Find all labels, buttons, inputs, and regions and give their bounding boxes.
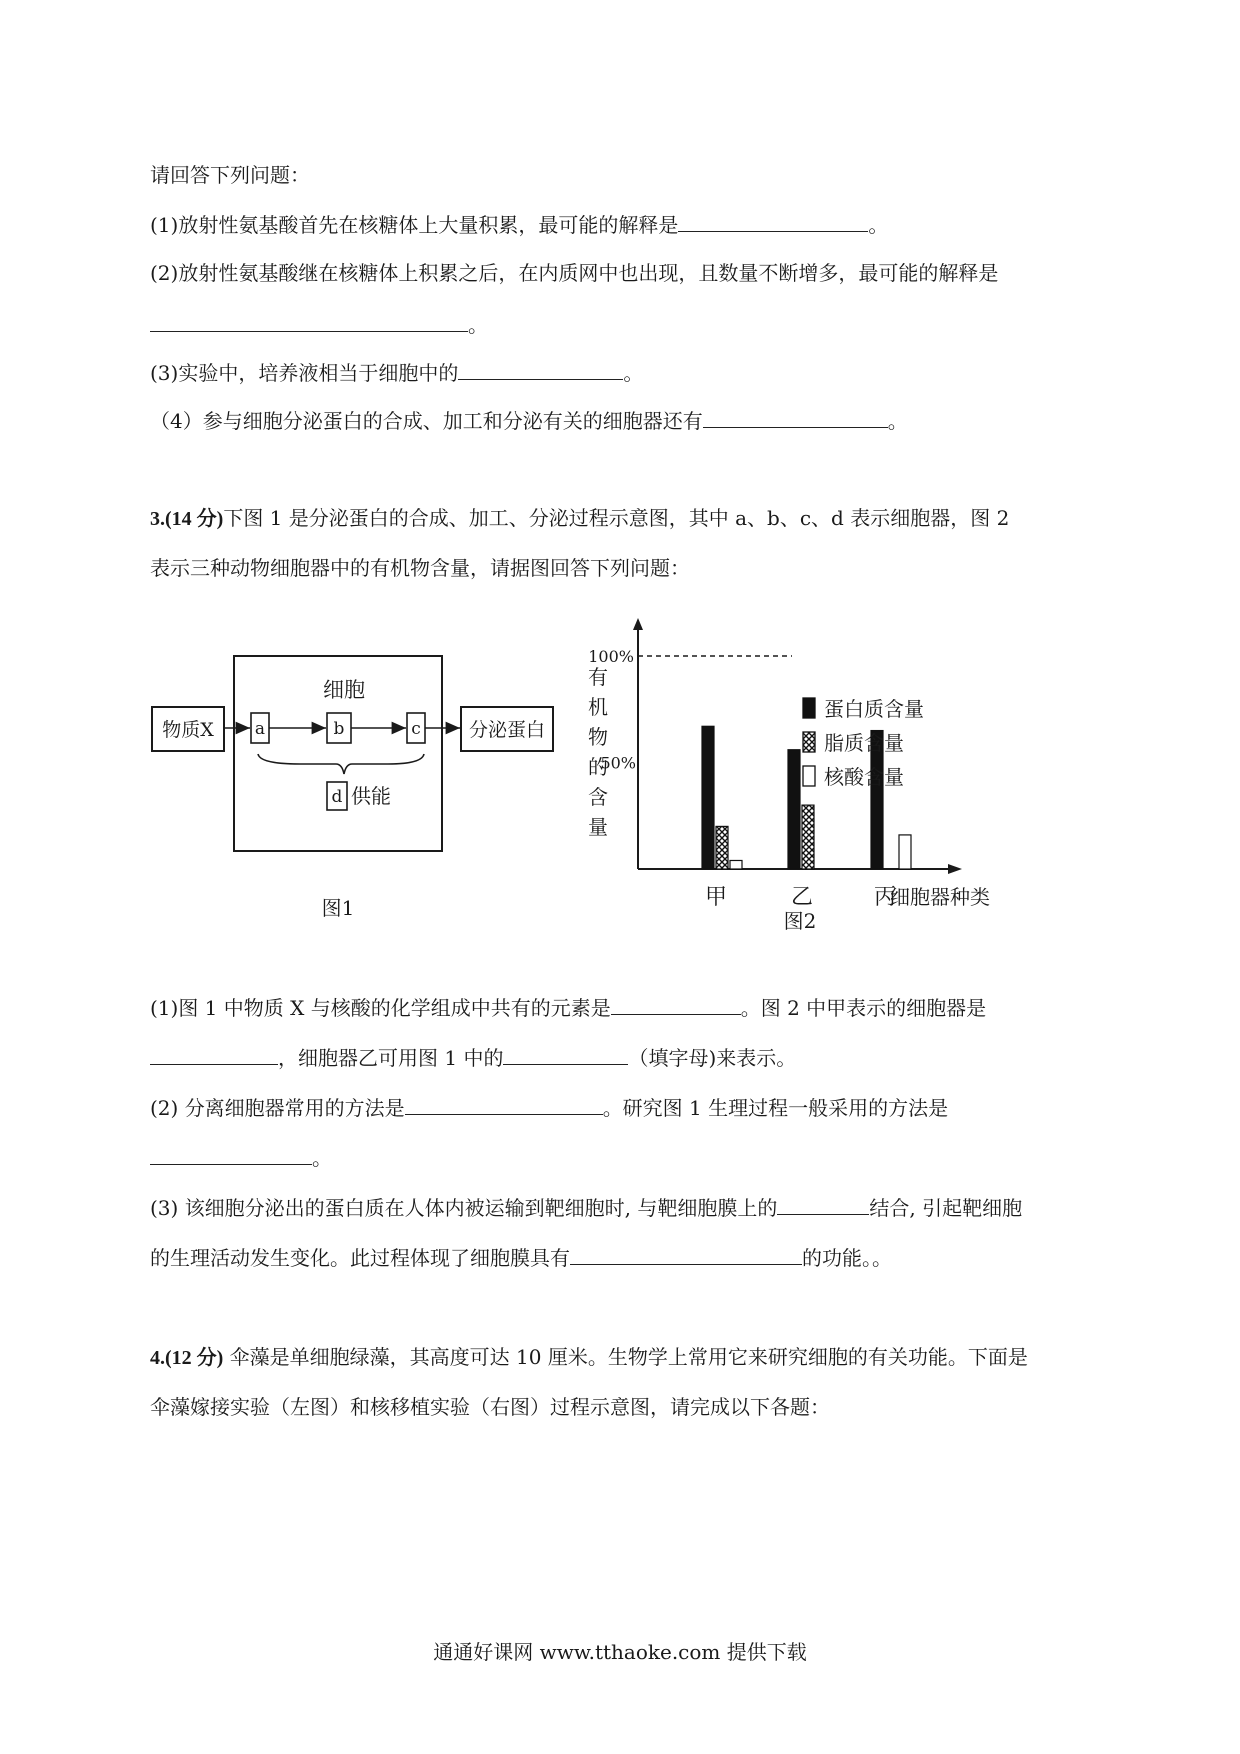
secreted-protein-label: 分泌蛋白 xyxy=(468,719,546,741)
q4-stem-line2: 伞藻嫁接实验（左图）和核移植实验（右图）过程示意图，请完成以下各题： xyxy=(150,1395,830,1419)
q2-part3-text: (3)实验中，培养液相当于细胞中的 xyxy=(150,361,459,385)
q3-s1c: ，细胞器乙可用图 1 中的 xyxy=(278,1046,504,1070)
bar xyxy=(702,726,714,869)
y-axis-label-char: 有 xyxy=(588,665,608,689)
y-axis-label-char: 量 xyxy=(588,815,608,839)
y-axis-label-char: 物 xyxy=(588,725,608,749)
q4-score: (12 分) xyxy=(165,1347,224,1369)
answer-blank[interactable] xyxy=(503,1042,628,1065)
y-axis-label-char: 机 xyxy=(588,695,608,719)
q4-stem1: 伞藻是单细胞绿藻，其高度可达 10 厘米。生物学上常用它来研究细胞的有关功能。下面是 xyxy=(223,1345,1028,1369)
q3-sub3-line1 xyxy=(150,1192,1022,1223)
q3-s3b: 结合, 引起靶细胞 xyxy=(869,1196,1023,1220)
answer-blank[interactable] xyxy=(458,357,623,380)
figure-2-chart xyxy=(560,610,1000,950)
figure-1-diagram xyxy=(150,640,560,930)
y-tick-50: 50% xyxy=(600,753,636,773)
q3-s3c: 的生理活动发生变化。此过程体现了细胞膜具有 xyxy=(150,1246,570,1270)
q2-part4-text: （4）参与细胞分泌蛋白的合成、加工和分泌有关的细胞器还有 xyxy=(150,409,703,433)
legend-swatch xyxy=(803,732,815,752)
q3-sub2-line2 xyxy=(150,1142,332,1173)
legend-label: 核酸含量 xyxy=(824,765,904,789)
substance-x-label: 物质X xyxy=(162,719,214,741)
q3-stem1: 下图 1 是分泌蛋白的合成、加工、分泌过程示意图，其中 a、b、c、d 表示细胞器，图 2 xyxy=(223,506,1010,530)
q3-s2b: 。研究图 1 生理过程一般采用的方法是 xyxy=(602,1096,949,1120)
organelle-a-label: a xyxy=(254,719,266,739)
y-axis-label-char: 的 xyxy=(588,755,608,779)
answer-blank[interactable] xyxy=(678,209,868,232)
x-axis-label: 细胞器种类 xyxy=(890,885,990,909)
x-tick-label: 丙 xyxy=(873,885,897,910)
bar xyxy=(730,860,742,869)
q3-score: (14 分) xyxy=(165,508,224,530)
q2-part2-end: 。 xyxy=(468,313,488,337)
legend-label: 蛋白质含量 xyxy=(824,697,924,721)
bar xyxy=(716,826,728,869)
q3-stem-line1 xyxy=(150,503,1009,534)
answer-blank[interactable] xyxy=(570,1242,802,1265)
legend-label: 脂质含量 xyxy=(824,731,904,755)
answer-blank[interactable] xyxy=(150,1042,278,1065)
q3-number: 3. xyxy=(150,508,165,530)
q2-part2-blank-line xyxy=(150,309,488,340)
q3-s2a: (2) 分离细胞器常用的方法是 xyxy=(150,1096,405,1120)
q2-part2: (2)放射性氨基酸继在核糖体上积累之后，在内质网中也出现，且数量不断增多，最可能的解释是 xyxy=(150,261,999,285)
x-tick-label: 甲 xyxy=(704,885,728,910)
q2-part1-end: 。 xyxy=(868,213,889,237)
organelle-c-label: c xyxy=(411,719,421,739)
q3-s3a: (3) 该细胞分泌出的蛋白质在人体内被运输到靶细胞时, 与靶细胞膜上的 xyxy=(150,1196,778,1220)
footer: 通通好课网 www.tthaoke.com 提供下载 xyxy=(433,1640,807,1664)
bar xyxy=(899,835,911,869)
answer-blank[interactable] xyxy=(777,1192,869,1215)
bar xyxy=(788,750,800,869)
legend-swatch xyxy=(803,766,815,786)
q2-part3 xyxy=(150,357,643,388)
q3-sub1-line2 xyxy=(150,1042,796,1073)
answer-blank[interactable] xyxy=(150,309,468,332)
cell-label: 细胞 xyxy=(323,678,365,702)
figure-1-caption: 图1 xyxy=(321,896,355,920)
q3-sub2-line1 xyxy=(150,1092,948,1123)
y-axis-arrow xyxy=(633,618,643,630)
q4-stem-line1 xyxy=(150,1342,1028,1373)
q2-part4 xyxy=(150,405,908,436)
y-axis-label-char: 含 xyxy=(588,785,608,809)
figure-2-caption: 图2 xyxy=(783,909,817,933)
y-tick-100: 100% xyxy=(588,647,634,666)
answer-blank[interactable] xyxy=(611,992,741,1015)
answer-blank[interactable] xyxy=(703,405,888,428)
organelle-b-label: b xyxy=(333,719,345,739)
answer-blank[interactable] xyxy=(150,1142,312,1165)
q4-number: 4. xyxy=(150,1347,165,1369)
legend-swatch xyxy=(803,698,815,718)
q2-part1-text: (1)放射性氨基酸首先在核糖体上大量积累，最可能的解释是 xyxy=(150,213,679,237)
q3-s1d: （填字母)来表示。 xyxy=(628,1046,797,1070)
q3-s1a: (1)图 1 中物质 X 与核酸的化学组成中共有的元素是 xyxy=(150,996,611,1020)
energy-label: 供能 xyxy=(351,784,391,808)
brace xyxy=(258,754,424,774)
q3-s2c: 。 xyxy=(312,1146,332,1170)
organelle-d-label: d xyxy=(331,787,343,807)
q3-s1b: 。图 2 中甲表示的细胞器是 xyxy=(740,996,987,1020)
bar xyxy=(802,805,814,869)
q3-s3d: 的功能。。 xyxy=(802,1246,892,1270)
x-axis-arrow xyxy=(948,864,962,874)
q2-part4-end: 。 xyxy=(887,409,908,433)
q2-part3-end: 。 xyxy=(623,361,644,385)
answer-blank[interactable] xyxy=(405,1092,603,1115)
q3-stem-line2: 表示三种动物细胞器中的有机物含量，请据图回答下列问题： xyxy=(150,556,690,580)
q2-part1 xyxy=(150,209,888,240)
x-tick-label: 乙 xyxy=(790,885,814,910)
q3-sub3-line2 xyxy=(150,1242,892,1273)
q3-sub1-line1 xyxy=(150,992,986,1023)
intro-text: 请回答下列问题： xyxy=(150,163,310,187)
